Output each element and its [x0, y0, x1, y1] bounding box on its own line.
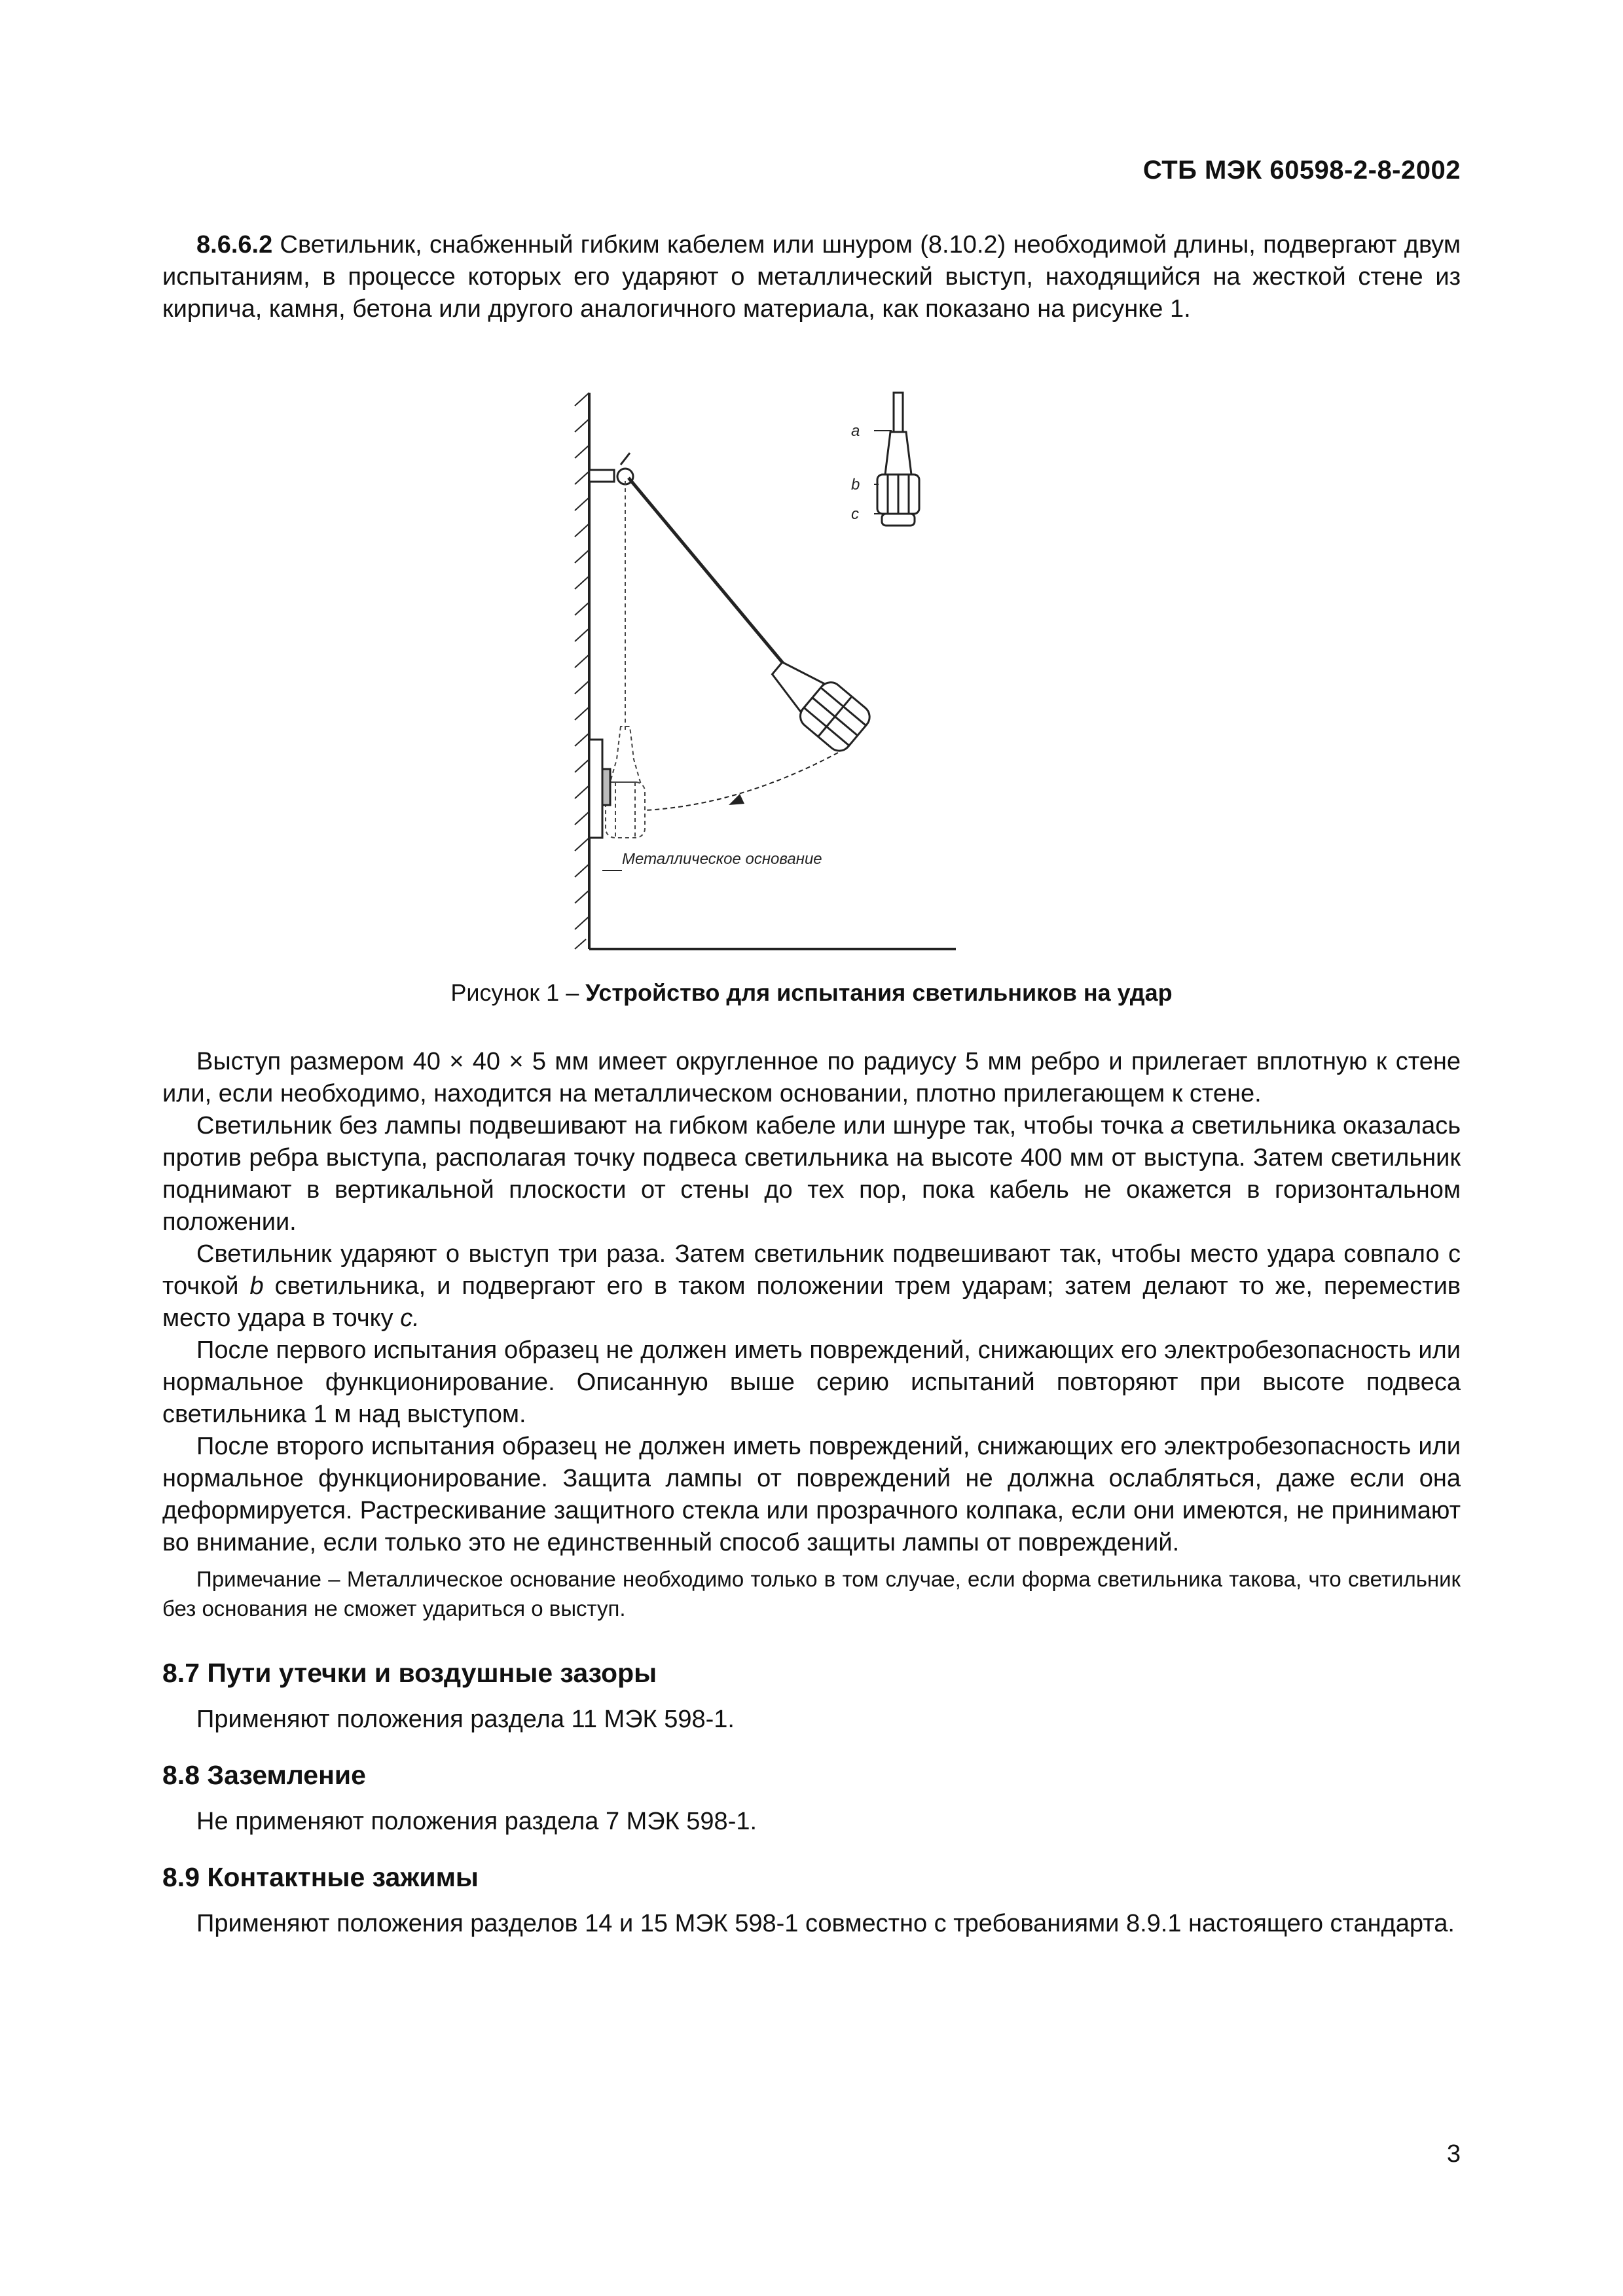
section-8-8-title: 8.8 Заземление [162, 1760, 366, 1790]
suspension-bracket [589, 453, 633, 484]
wall-hatching [575, 393, 589, 949]
section-8-8-text: Не применяют положения раздела 7 МЭК 598-1. [196, 1808, 757, 1835]
document-header: СТБ МЭК 60598-2-8-2002 [1142, 156, 1461, 185]
paragraph-1: Выступ размером 40 × 40 × 5 мм имеет округленное по радиусу 5 мм ребро и прилегает вплотную к стене или, если необходимо, находится на металлическом основании, плотно прилегающем к стене. [162, 1048, 1461, 1107]
point-c: c. [400, 1304, 420, 1332]
metal-base-label: Металлическое основание [622, 850, 822, 868]
section-8-7-title: 8.7 Пути утечки и воздушные зазоры [162, 1658, 657, 1688]
section-8-7-text: Применяют положения раздела 11 МЭК 598-1. [196, 1706, 735, 1733]
impact-test-figure [537, 386, 956, 969]
caption-prefix: Рисунок 1 – [450, 979, 586, 1006]
intro-paragraph [162, 229, 1461, 325]
detail-luminaire [877, 393, 919, 526]
arc-arrowhead [729, 794, 744, 805]
raised-luminaire [761, 648, 875, 755]
metal-base [589, 740, 610, 838]
paragraph-3: Светильник ударяют о выступ три раза. Затем светильник подвешивают так, чтобы место удара совпало с точкой b светильника, и подвергают его в таком положении трем ударам; затем делают то же, переместив место удара в точку c. [162, 1240, 1461, 1332]
figure-caption [0, 979, 1623, 1007]
label-a: a [851, 422, 860, 440]
point-b: b [249, 1272, 264, 1300]
point-a: a [1170, 1112, 1184, 1139]
main-text [162, 1046, 1461, 1940]
section-8-9-text: Применяют положения разделов 14 и 15 МЭК 598-1 совместно с требованиями 8.9.1 настоящего стандарта. [196, 1910, 1455, 1937]
paragraph-2: Светильник без лампы подвешивают на гибком кабеле или шнуре так, чтобы точка a светильника оказалась против ребра выступа, располагая точку подвеса светильника на высоте 400 мм от выступа. Затем светильник поднимают в вертикальной плоскости от стены до тех пор, пока кабель не окажется в горизонтальном положении. [162, 1112, 1461, 1236]
label-b: b [851, 476, 860, 493]
caption-title: Устройство для испытания светильников на удар [585, 979, 1173, 1006]
paragraph-4: После первого испытания образец не должен иметь повреждений, снижающих его электробезопасность или нормальное функционирование. Описанную выше серию испытаний повторяют при высоте подвеса светильника 1 м над выступом. [162, 1336, 1461, 1428]
paragraph-5: После второго испытания образец не должен иметь повреждений, снижающих его электробезопасность или нормальное функционирование. Защита лампы от повреждений не должна ослабляться, даже если она деформируется. Растрескивание защитного стекла или прозрачного колпака, если они имеются, не принимают во внимание, если только это не единственный способ защиты лампы от повреждений. [162, 1433, 1461, 1556]
page-number: 3 [1446, 2140, 1461, 2168]
section-8-9-title: 8.9 Контактные зажимы [162, 1862, 479, 1892]
cable-raised [629, 478, 792, 674]
clause-number: 8.6.6.2 [196, 231, 273, 259]
note: Примечание – Металлическое основание необходимо только в том случае, если форма светильника такова, что светильник без основания не сможет удариться о выступ. [162, 1567, 1461, 1621]
intro-text: Светильник, снабженный гибким кабелем или шнуром (8.10.2) необходимой длины, подвергают двум испытаниям, в процессе которых его ударяют о металлический выступ, находящийся на жесткой стене из кирпича, камня, бетона или другого аналогичного материала, как показано на рисунке 1. [162, 231, 1461, 323]
label-c: c [851, 505, 859, 523]
hanging-luminaire [606, 726, 645, 838]
